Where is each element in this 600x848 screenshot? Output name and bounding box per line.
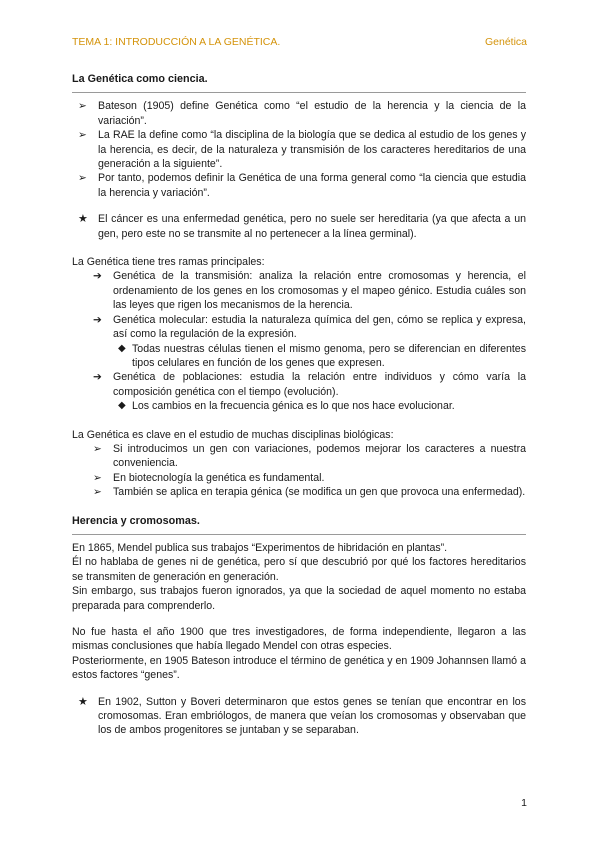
arrowhead-bullet-icon: ➢ [93,442,102,455]
page-number: 1 [521,797,527,809]
list-item: ➢ Si introducimos un gen con variaciones, podemos mejorar los caracteres a nuestra conveniencia. [93,442,526,470]
section-divider [72,534,526,535]
paragraph: Él no hablaba de genes ni de genética, pero sí que descubrió por qué los factores hereditarios se transmiten de generación en generación. [72,556,526,583]
list-item: ➢ En biotecnología la genética es fundamental. [93,471,325,484]
paragraph: En 1865, Mendel publica sus trabajos “Experimentos de hibridación en plantas”. [72,541,448,554]
list-item: ➢ La RAE la define como “la disciplina de la biología que se dedica al estudio de los genes y la herencia, es decir, de la naturaleza y transmisión de los caracteres hereditarios de una generación a la siguiente”. [78,129,526,171]
key-intro: La Genética es clave en el estudio de muchas disciplinas biológicas: [72,428,394,441]
paragraph: No fue hasta el año 1900 que tres investigadores, de forma independiente, llegaron a las mismas conclusiones que había llegado Mendel con otras especies. [72,626,526,653]
arrow-bullet-icon: ➔ [93,270,102,283]
list-item: ➢ También se aplica en terapia génica (se modifica un gen que provoca una enfermedad). [93,486,526,499]
definitions-list [72,99,526,200]
branches-intro: La Genética tiene tres ramas principales: [72,256,265,269]
list-item: ➢ Por tanto, podemos definir la Genética de una forma general como “la ciencia que estudia la herencia y variación”. [78,172,526,199]
branches-list [72,269,526,413]
note-item: ★ En 1902, Sutton y Boveri determinaron que estos genes se tenían que encontrar en los cromosomas. Eran embriólogos, de manera que veían los cromosomas y observaban que los de ambos progenitores se juntaban y se separaban. [78,695,526,737]
section-title-herencia: Herencia y cromosomas. [72,514,200,527]
section-divider [72,92,526,93]
applications-list [72,442,526,500]
diamond-bullet-icon: ◆ [118,400,126,412]
arrowhead-bullet-icon: ➢ [93,486,102,499]
section-title-genetica: La Genética como ciencia. [72,73,208,85]
star-bullet-icon: ★ [78,695,88,708]
star-bullet-icon: ★ [78,213,88,226]
list-item: ➔ Genética de poblaciones: estudia la relación entre individuos y cómo varía la composición genética con el tiempo (evolución). [93,371,526,398]
sub-list-item: ◆ Todas nuestras células tienen el mismo genoma, pero se diferencian en diferentes tipos celulares en función de los genes que expresen. [118,342,526,369]
list-item: ➢ Bateson (1905) define Genética como “el estudio de la herencia y la ciencia de la variación”. [78,100,526,127]
list-item: ➔ Genética molecular: estudia la naturaleza química del gen, cómo se replica y expresa, así como la regulación de la expresión. [93,313,526,341]
arrow-bullet-icon: ➔ [93,371,102,384]
paragraph: Posteriormente, en 1905 Bateson introduce el término de genética y en 1909 Johannsen llamó a estos factores “genes”. [72,654,526,682]
arrowhead-bullet-icon: ➢ [93,471,102,484]
page-header [72,36,527,48]
list-item: ➔ Genética de la transmisión: analiza la relación entre cromosomas y herencia, el ordenamiento de los genes en los cromosomas y el mapeo génico. Estudia cuáles son las leyes que rigen los mecanismos de la herencia. [93,270,526,312]
note-item: ★ El cáncer es una enfermedad genética, pero no suele ser hereditaria (ya que afecta a un gen, pero este no se transmite al no pertenecer a la línea germinal). [78,213,526,240]
page-content [72,72,526,738]
arrow-bullet-icon: ➔ [93,313,102,326]
sub-list-item: ◆ Los cambios en la frecuencia génica es lo que nos hace evolucionar. [118,400,455,413]
arrowhead-bullet-icon: ➢ [78,129,87,142]
diamond-bullet-icon: ◆ [118,342,126,354]
header-topic: TEMA 1: INTRODUCCIÓN A LA GENÉTICA. [72,36,281,48]
arrowhead-bullet-icon: ➢ [78,172,87,185]
header-subject: Genética [484,36,527,48]
arrowhead-bullet-icon: ➢ [78,100,87,113]
paragraph: Sin embargo, sus trabajos fueron ignorados, ya que la sociedad de aquel momento no estaba preparada para comprenderlo. [72,585,526,612]
